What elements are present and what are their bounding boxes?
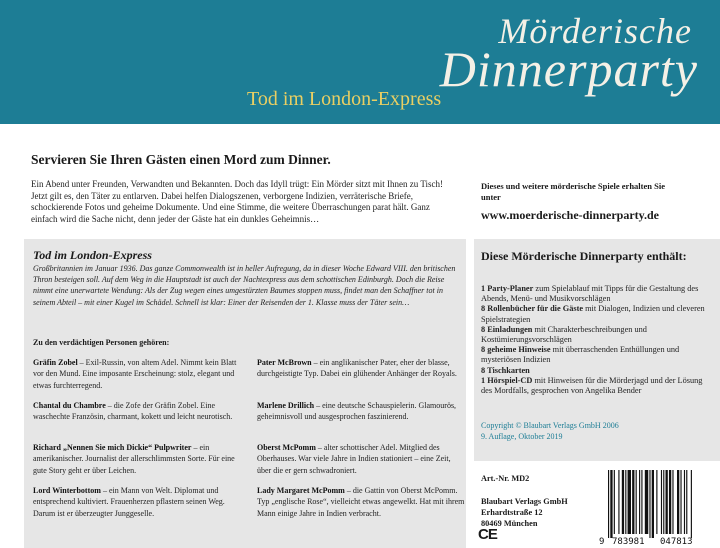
contents-list [481,284,715,396]
barcode-bar [684,470,685,534]
barcode-prefix: 9 [599,537,605,546]
suspect-richard-pulpwriter [33,442,241,476]
contents-item-desc: zum Spielablauf mit Tipps für die Gestaltung des Abends, Menü- und Musikvorschlägen [481,284,699,304]
ean-barcode-icon [598,468,714,546]
suspect-name: Gräfin Zobel [33,358,78,367]
suspect-name: Lady Margaret McPomm [257,486,345,495]
publisher-street: Erhardtstraße 12 [481,508,543,517]
barcode-bar [672,470,673,534]
barcode-bar [680,470,681,534]
suspect-marlene-drillich [257,400,465,423]
contents-item-desc: mit Charakterbeschreibungen und Kostümierungsvorschlägen [481,324,647,345]
barcode-group-1: 783981 [612,537,645,546]
intro-paragraph: Ein Abend unter Freunden, Verwandten und Bekannten. Doch das Idyll trügt: Ein Mörder sitzt mit Ihnen zu Tisch! Jetzt gilt es, den Täter zu entlarven. Dabei helfen Dialogszenen, verborgene Indizien, verräterische Briefe, schockierende Fotos und geheime Dokumente. Und eine Stimme, die weitere Überraschungen parat hält. Ganz einfach wird die Sache nicht, denn jeder der Gäste hat ein dunkles Geheimnis… [31,179,444,224]
promo-text: Dieses und weitere mörderische Spiele erhalten Sie unter [481,181,665,202]
suspect-graefin-zobel [33,357,241,391]
contents-item-count: 8 Einladungen [481,324,533,334]
game-subtitle: Tod im London-Express [247,88,442,110]
contents-item-count: 1 Hörspiel-CD [481,375,533,385]
contents-item-desc: mit Dialogen, Indizien und cleveren Spielstrategien [481,304,705,324]
suspect-name: Pater McBrown [257,358,312,367]
contents-title: Diese Mörderische Dinnerparty enthält: [481,249,687,263]
suspects-heading: Zu den verdächtigen Personen gehören: [33,338,170,347]
publisher-address [481,496,601,529]
barcode-bar [645,470,648,534]
contents-item-count: 1 Party-Planer [481,284,534,293]
contents-item [481,376,715,396]
barcode-bar [625,470,626,534]
barcode-bar [610,470,612,538]
contents-item-desc: mit überraschenden Enthüllungen und mysteriösen Indizien [481,345,680,365]
contents-item [481,325,715,345]
suspect-desc: – ein anglikanischer Pater, eher der blasse, durchgeistigte Typ. Dabei ein glühender Anhänger der Royals. [257,358,457,379]
brand-line-1: Mörderische [498,11,692,51]
barcode-bar [632,470,634,534]
suspect-desc: – alter schottischer Adel. Mitglied des Oberhauses. War viele Jahre in Indien stationiert – eine Zeit, über die er gern schwadroniert. [257,443,451,475]
suspect-pater-mcbrown [257,357,465,380]
edition-line: 9. Auflage, Oktober 2019 [481,432,563,441]
contents-item-count: 8 geheime Hinweise [481,345,551,355]
barcode-bar [636,470,637,534]
barcode-bar [663,470,664,534]
barcode-bar [614,470,615,534]
copyright-notice [481,420,711,442]
contents-item [481,345,715,365]
suspect-name: Richard „Nennen Sie mich Dickie“ Pulpwriter [33,443,192,452]
barcode-bar [608,470,609,538]
story-title: Tod im London-Express [33,248,152,262]
barcode-group-2: 047813 [660,537,693,546]
suspect-desc: – die Gattin von Oberst McPomm. Typ „englische Rose“, vielleicht etwas angewelkt. Hat mit ihrem Mann einige Jahre in Indien verbracht. [257,486,465,518]
headline: Servieren Sie Ihren Gästen einen Mord zum Dinner. [31,152,331,167]
barcode-bar [686,470,687,534]
suspect-oberst-mcpomm [257,442,465,476]
publisher-city: 80469 München [481,519,538,528]
ce-mark-icon: CE [478,526,497,543]
contents-item [481,304,715,324]
suspect-name: Lord Winterbottom [33,486,101,495]
suspect-name: Oberst McPomm [257,443,316,452]
contents-item [481,366,715,376]
story-text: Großbritannien im Januar 1936. Das ganze Commonwealth ist in heller Aufregung, da in dieser Woche Edward VIII. den britischen Thron besteigen soll. Auf dem Weg in die Hauptstadt ist auch der Nachtexpress aus dem schottischen Edinburgh. Doch die Reise nimmt eine unerwartete Wendung: Als der Zug wegen eines umgestürzten Baumes stoppen muss, findet man den Schaffner tot in seinem Abteil – mit einer Kugel im Schädel. Schnell ist klar: Einer der Reisenden der 1. Klasse muss der Täter sein… [33,264,456,307]
barcode-bar [661,470,662,534]
barcode-bar [649,470,650,538]
publisher-name: Blaubart Verlags GmbH [481,497,568,506]
suspect-desc: – eine deutsche Schauspielerin. Glamourös, geheimnisvoll und ausgesprochen faszinierend. [257,401,457,422]
barcode-bar [622,470,624,534]
suspect-desc: – ein Mann von Welt. Diplomat und entsprechend kultiviert. Frauenherzen pflastern seinen Weg. Darum ist er überzeugter Junggeselle. [33,486,225,518]
website-link[interactable]: www.moerderische-dinnerparty.de [481,208,659,222]
barcode-bar [677,470,679,534]
barcode-bar [656,470,657,534]
barcode-bar [652,470,654,538]
suspect-name: Marlene Drillich [257,401,315,410]
copyright-line: Copyright © Blaubart Verlags GmbH 2006 [481,421,619,430]
suspect-desc: – ein amerikanischer. Journalist der allerschlimmsten Sorte. Für eine gute Story geht er über Leichen. [33,443,235,475]
contents-item-count: 8 Tischkarten [481,365,530,375]
article-number: Art.-Nr. MD2 [481,474,530,483]
barcode-bar [628,470,631,534]
barcode-bar [618,470,619,534]
contents-item [481,284,715,304]
suspect-lord-winterbottom [33,485,241,519]
contents-item-desc: mit Hinweisen für die Mörderjagd und der Lösung des Mordfalls, gesprochen von Angelika Bender [481,375,703,396]
suspect-desc: – die Zofe der Gräfin Zobel. Eine waschechte Französin, charmant, kokett und leicht neurotisch. [33,401,233,422]
suspect-chantal-du-chambre [33,400,241,423]
barcode-bar [639,470,640,534]
barcode-bar [669,470,671,534]
barcode-bar [666,470,668,534]
barcode-bar [691,470,692,538]
barcode-bar [641,470,642,534]
contents-item-count: 8 Rollenbücher für die Gäste [481,304,584,314]
brand-line-2: Dinnerparty [439,41,698,97]
suspect-name: Chantal du Chambre [33,401,106,410]
suspect-lady-margaret-mcpomm [257,485,465,519]
suspect-desc: – Exil-Russin, von altem Adel. Nimmt kein Blatt vor den Mund. Eine imposante Erscheinung: stolz, elegant und etwas furchterregend. [33,358,237,390]
